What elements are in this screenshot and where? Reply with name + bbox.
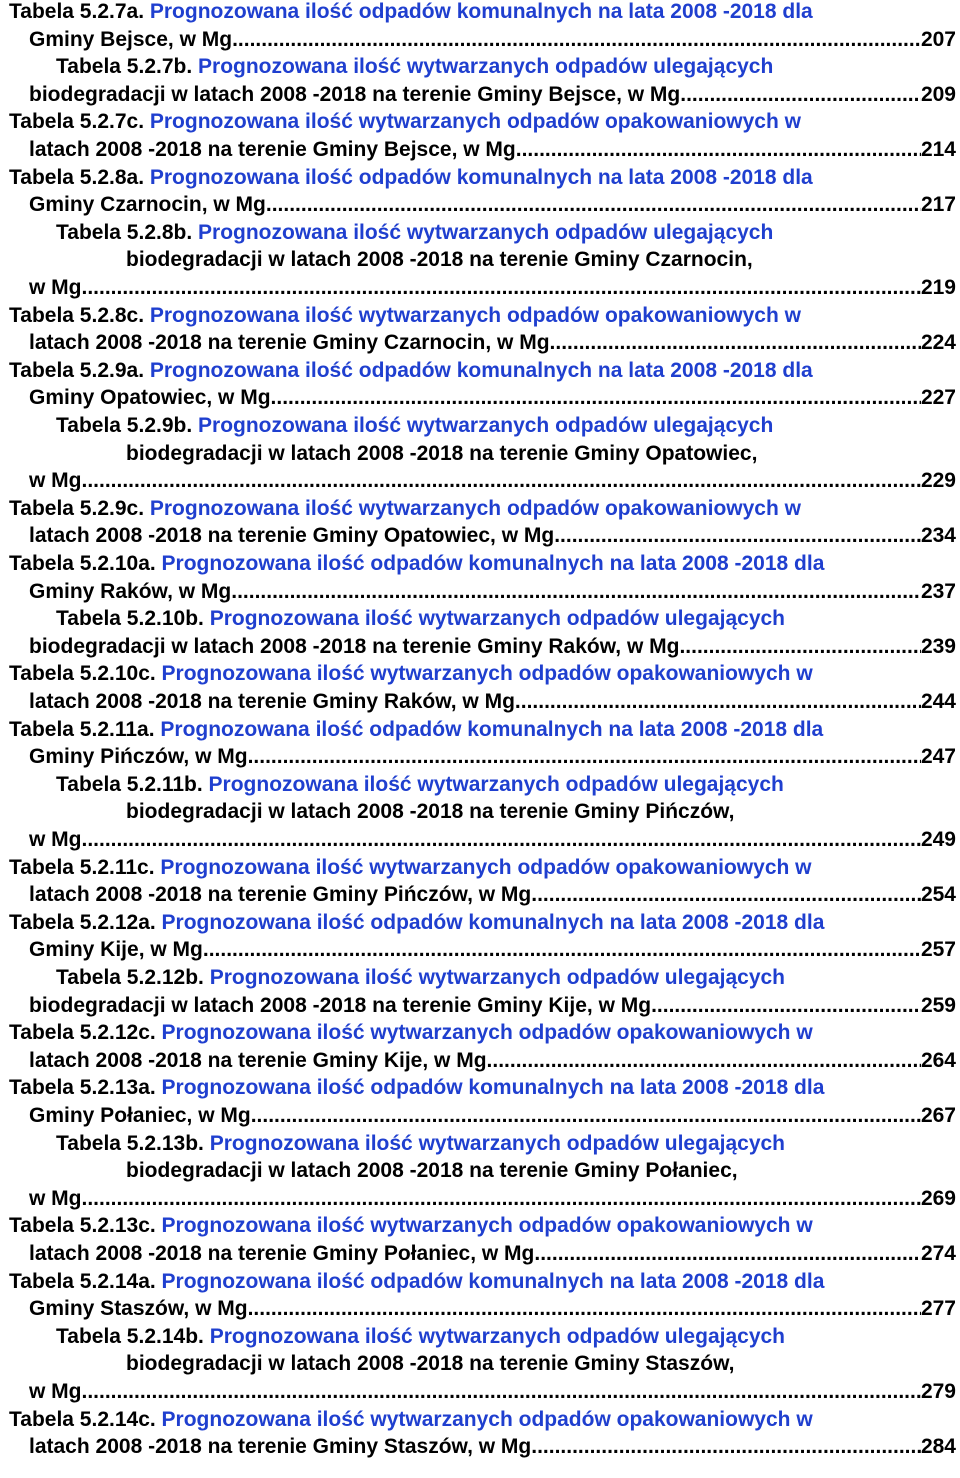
entry-title-continued: latach 2008 -2018 na terenie Gminy Pińczów, w Mg	[29, 883, 532, 907]
table-label: Tabela 5.2.14b.	[56, 1324, 204, 1348]
dot-leader	[531, 881, 921, 909]
entry-title-continued: biodegradacji w latach 2008 -2018 na terenie Gminy Połaniec,	[126, 1159, 738, 1183]
toc-line	[9, 495, 801, 523]
dot-leader	[82, 467, 921, 495]
entry-title-continued: Gminy Czarnocin, w Mg	[29, 193, 266, 217]
toc-line	[29, 1185, 956, 1213]
page-number[interactable]: 239	[920, 634, 956, 658]
entry-title-continued: biodegradacji w latach 2008 -2018 na terenie Gminy Raków, w Mg	[29, 634, 680, 658]
toc-line	[126, 1157, 738, 1185]
table-label: Tabela 5.2.10a.	[9, 552, 156, 575]
toc-line	[56, 1323, 785, 1351]
toc-line	[9, 0, 813, 26]
entry-title-continued: biodegradacji w latach 2008 -2018 na terenie Gminy Czarnocin,	[126, 248, 753, 272]
toc-line	[29, 1102, 956, 1130]
toc-line	[29, 136, 956, 164]
toc-line	[9, 1074, 824, 1102]
page-number[interactable]: 234	[920, 524, 956, 548]
entry-title: Prognozowana ilość wytwarzanych odpadów opakowaniowych w	[161, 1407, 813, 1431]
entry-title: Prognozowana ilość wytwarzanych odpadów ulegających	[198, 220, 774, 244]
entry-title-continued: biodegradacji w latach 2008 -2018 na terenie Gminy Kije, w Mg	[29, 993, 652, 1017]
entry-title-continued: w Mg	[29, 276, 82, 299]
dot-leader	[679, 633, 921, 661]
dot-leader	[82, 1378, 921, 1406]
dot-leader	[248, 1295, 921, 1323]
entry-title: Prognozowana ilość wytwarzanych odpadów opakowaniowych w	[161, 662, 813, 686]
toc-line	[9, 854, 812, 882]
table-label: Tabela 5.2.12c.	[9, 1021, 156, 1045]
table-label: Tabela 5.2.8b.	[56, 220, 193, 244]
table-label: Tabela 5.2.13a.	[9, 1076, 156, 1100]
toc-line	[56, 964, 785, 992]
entry-title-continued: Gminy Opatowiec, w Mg	[29, 386, 271, 410]
entry-title: Prognozowana ilość wytwarzanych odpadów opakowaniowych w	[161, 1214, 813, 1238]
entry-title-continued: biodegradacji w latach 2008 -2018 na terenie Gminy Opatowiec,	[126, 441, 758, 465]
entry-title: Prognozowana ilość wytwarzanych odpadów opakowaniowych w	[161, 1021, 813, 1045]
table-label: Tabela 5.2.9b.	[56, 414, 193, 437]
toc-line	[29, 992, 956, 1020]
entry-title: Prognozowana ilość wytwarzanych odpadów ulegających	[209, 607, 785, 631]
toc-line	[29, 329, 956, 357]
entry-title: Prognozowana ilość wytwarzanych odpadów opakowaniowych w	[160, 855, 812, 879]
toc-line	[126, 1350, 734, 1378]
toc-line	[56, 219, 773, 247]
entry-title: Prognozowana ilość odpadów komunalnych na lata 2008 -2018 dla	[160, 717, 824, 741]
table-label: Tabela 5.2.7a.	[9, 0, 145, 23]
table-label: Tabela 5.2.12b.	[56, 966, 204, 989]
entry-title-continued: latach 2008 -2018 na terenie Gminy Bejsce, w Mg	[29, 138, 516, 161]
dot-leader	[231, 578, 921, 606]
toc-line	[56, 53, 773, 81]
dot-leader	[251, 1102, 921, 1130]
page-number[interactable]: 277	[920, 1297, 956, 1321]
entry-title: Prognozowana ilość wytwarzanych odpadów ulegających	[208, 772, 784, 796]
dot-leader	[248, 743, 921, 771]
dot-leader	[680, 81, 921, 109]
toc-line	[29, 522, 956, 550]
entry-title-continued: Gminy Pińczów, w Mg	[29, 745, 248, 769]
toc-line	[29, 384, 956, 412]
entry-title-continued: biodegradacji w latach 2008 -2018 na terenie Gminy Pińczów,	[126, 800, 735, 824]
entry-title-continued: w Mg	[29, 1186, 82, 1210]
entry-title-continued: w Mg	[29, 1380, 82, 1403]
entry-title: Prognozowana ilość wytwarzanych odpadów opakowaniowych w	[149, 303, 801, 327]
entry-title-continued: biodegradacji w latach 2008 -2018 na terenie Gminy Bejsce, w Mg	[29, 82, 681, 106]
table-label: Tabela 5.2.8c.	[9, 303, 145, 327]
page-number[interactable]: 269	[920, 1186, 956, 1210]
dot-leader	[651, 992, 921, 1020]
table-label: Tabela 5.2.9a.	[9, 358, 145, 382]
table-label: Tabela 5.2.14c.	[9, 1407, 156, 1431]
entry-title: Prognozowana ilość wytwarzanych odpadów ulegających	[209, 1324, 785, 1348]
toc-line	[56, 1130, 785, 1158]
entry-title: Prognozowana ilość odpadów komunalnych na lata 2008 -2018 dla	[149, 358, 813, 382]
entry-title: Prognozowana ilość wytwarzanych odpadów ulegających	[209, 966, 785, 989]
toc-line	[9, 357, 813, 385]
dot-leader	[516, 136, 921, 164]
entry-title-continued: latach 2008 -2018 na terenie Gminy Staszów, w Mg	[29, 1435, 532, 1459]
toc-line	[29, 274, 956, 302]
page-number[interactable]: 214	[920, 138, 956, 161]
entry-title: Prognozowana ilość odpadów komunalnych na lata 2008 -2018 dla	[161, 1269, 825, 1293]
page-number[interactable]: 257	[920, 938, 956, 962]
page-number[interactable]: 224	[920, 331, 956, 355]
entry-title: Prognozowana ilość odpadów komunalnych na lata 2008 -2018 dla	[149, 165, 813, 189]
toc-line	[9, 164, 813, 192]
entry-title-continued: latach 2008 -2018 na terenie Gminy Czarnocin, w Mg	[29, 331, 550, 355]
toc-line	[29, 81, 956, 109]
page-number[interactable]: 227	[920, 386, 956, 410]
toc-line	[9, 716, 823, 744]
entry-title: Prognozowana ilość odpadów komunalnych na lata 2008 -2018 dla	[161, 1076, 825, 1100]
entry-title-continued: biodegradacji w latach 2008 -2018 na terenie Gminy Staszów,	[126, 1352, 735, 1376]
entry-title-continued: Gminy Kije, w Mg	[29, 938, 203, 962]
toc-line	[56, 605, 785, 633]
toc-line	[29, 1240, 956, 1268]
toc-line	[29, 1433, 956, 1461]
toc-line	[29, 578, 956, 606]
entry-title-continued: Gminy Bejsce, w Mg	[29, 27, 233, 51]
entry-title-continued: w Mg	[29, 469, 82, 493]
toc-line	[29, 688, 956, 716]
dot-leader	[271, 384, 921, 412]
entry-title-continued: Gminy Staszów, w Mg	[29, 1297, 248, 1321]
toc-line	[56, 412, 773, 440]
toc-line	[29, 881, 956, 909]
entry-title-continued: Gminy Raków, w Mg	[29, 579, 232, 603]
dot-leader	[232, 26, 921, 54]
toc-line	[29, 26, 956, 54]
toc-line	[29, 1378, 956, 1406]
dot-leader	[203, 936, 921, 964]
toc-line	[29, 1047, 956, 1075]
entry-title: Prognozowana ilość wytwarzanych odpadów ulegających	[198, 55, 774, 79]
entry-title-continued: latach 2008 -2018 na terenie Gminy Raków, w Mg	[29, 690, 515, 713]
table-label: Tabela 5.2.10c.	[9, 662, 156, 686]
table-label: Tabela 5.2.11c.	[9, 855, 155, 879]
entry-title: Prognozowana ilość odpadów komunalnych na lata 2008 -2018 dla	[161, 910, 825, 934]
entry-title-continued: Gminy Połaniec, w Mg	[29, 1104, 251, 1127]
page-number[interactable]: 209	[920, 82, 956, 106]
toc-line	[9, 909, 824, 937]
entry-title-continued: w Mg	[29, 828, 82, 851]
toc-line	[29, 467, 956, 495]
toc-line	[29, 936, 956, 964]
table-label: Tabela 5.2.13c.	[9, 1214, 156, 1238]
page-number[interactable]: 279	[920, 1380, 956, 1403]
entry-title: Prognozowana ilość odpadów komunalnych na lata 2008 -2018 dla	[161, 552, 825, 575]
toc-line	[9, 302, 801, 330]
entry-title: Prognozowana ilość wytwarzanych odpadów opakowaniowych w	[149, 496, 801, 520]
dot-leader	[82, 826, 921, 854]
toc-line	[29, 1295, 956, 1323]
toc-line	[126, 798, 734, 826]
page-number[interactable]: 274	[920, 1242, 956, 1265]
toc-line	[126, 440, 757, 468]
toc-line	[9, 1019, 813, 1047]
entry-title-continued: latach 2008 -2018 na terenie Gminy Opatowiec, w Mg	[29, 524, 555, 548]
toc-line	[9, 550, 824, 578]
table-label: Tabela 5.2.11a.	[9, 717, 155, 741]
page-number[interactable]: 284	[920, 1435, 956, 1459]
table-label: Tabela 5.2.12a.	[9, 910, 156, 934]
dot-leader	[550, 329, 921, 357]
table-label: Tabela 5.2.9c.	[9, 496, 145, 520]
dot-leader	[515, 688, 921, 716]
dot-leader	[82, 274, 921, 302]
toc-line	[29, 826, 956, 854]
toc-line	[29, 633, 956, 661]
dot-leader	[82, 1185, 921, 1213]
page-number[interactable]: 207	[920, 27, 956, 51]
dot-leader	[534, 1240, 921, 1268]
toc-line	[9, 1406, 813, 1434]
toc-line	[126, 246, 753, 274]
entry-title: Prognozowana ilość wytwarzanych odpadów ulegających	[209, 1131, 785, 1155]
entry-title-continued: latach 2008 -2018 na terenie Gminy Połaniec, w Mg	[29, 1242, 535, 1265]
page-number[interactable]: 264	[920, 1048, 956, 1072]
entry-title: Prognozowana ilość odpadów komunalnych na lata 2008 -2018 dla	[149, 0, 813, 23]
page-number[interactable]: 219	[920, 276, 956, 299]
table-label: Tabela 5.2.7c.	[9, 110, 145, 134]
entry-title-continued: latach 2008 -2018 na terenie Gminy Kije, w Mg	[29, 1048, 487, 1072]
page-number[interactable]: 244	[920, 690, 956, 713]
table-label: Tabela 5.2.11b.	[56, 772, 203, 796]
page-number[interactable]: 259	[920, 993, 956, 1017]
dot-leader	[531, 1433, 921, 1461]
page-number[interactable]: 217	[920, 193, 956, 217]
page-number[interactable]: 249	[920, 828, 956, 851]
table-label: Tabela 5.2.14a.	[9, 1269, 156, 1293]
page-number[interactable]: 267	[920, 1104, 956, 1127]
table-label: Tabela 5.2.13b.	[56, 1131, 204, 1155]
toc-line	[56, 771, 784, 799]
entry-title: Prognozowana ilość wytwarzanych odpadów opakowaniowych w	[149, 110, 801, 134]
toc-line	[9, 660, 813, 688]
page-number[interactable]: 229	[920, 469, 956, 493]
dot-leader	[266, 191, 921, 219]
toc-line	[9, 1212, 813, 1240]
table-label: Tabela 5.2.7b.	[56, 55, 193, 79]
table-label: Tabela 5.2.10b.	[56, 607, 204, 631]
toc-line	[29, 191, 956, 219]
toc-line	[29, 743, 956, 771]
dot-leader	[554, 522, 921, 550]
table-label: Tabela 5.2.8a.	[9, 165, 145, 189]
toc-line	[9, 1268, 824, 1296]
toc-line	[9, 108, 801, 136]
page-number[interactable]: 247	[920, 745, 956, 769]
page-number[interactable]: 254	[920, 883, 956, 907]
page-number[interactable]: 237	[920, 579, 956, 603]
entry-title: Prognozowana ilość wytwarzanych odpadów ulegających	[198, 414, 774, 437]
dot-leader	[487, 1047, 921, 1075]
